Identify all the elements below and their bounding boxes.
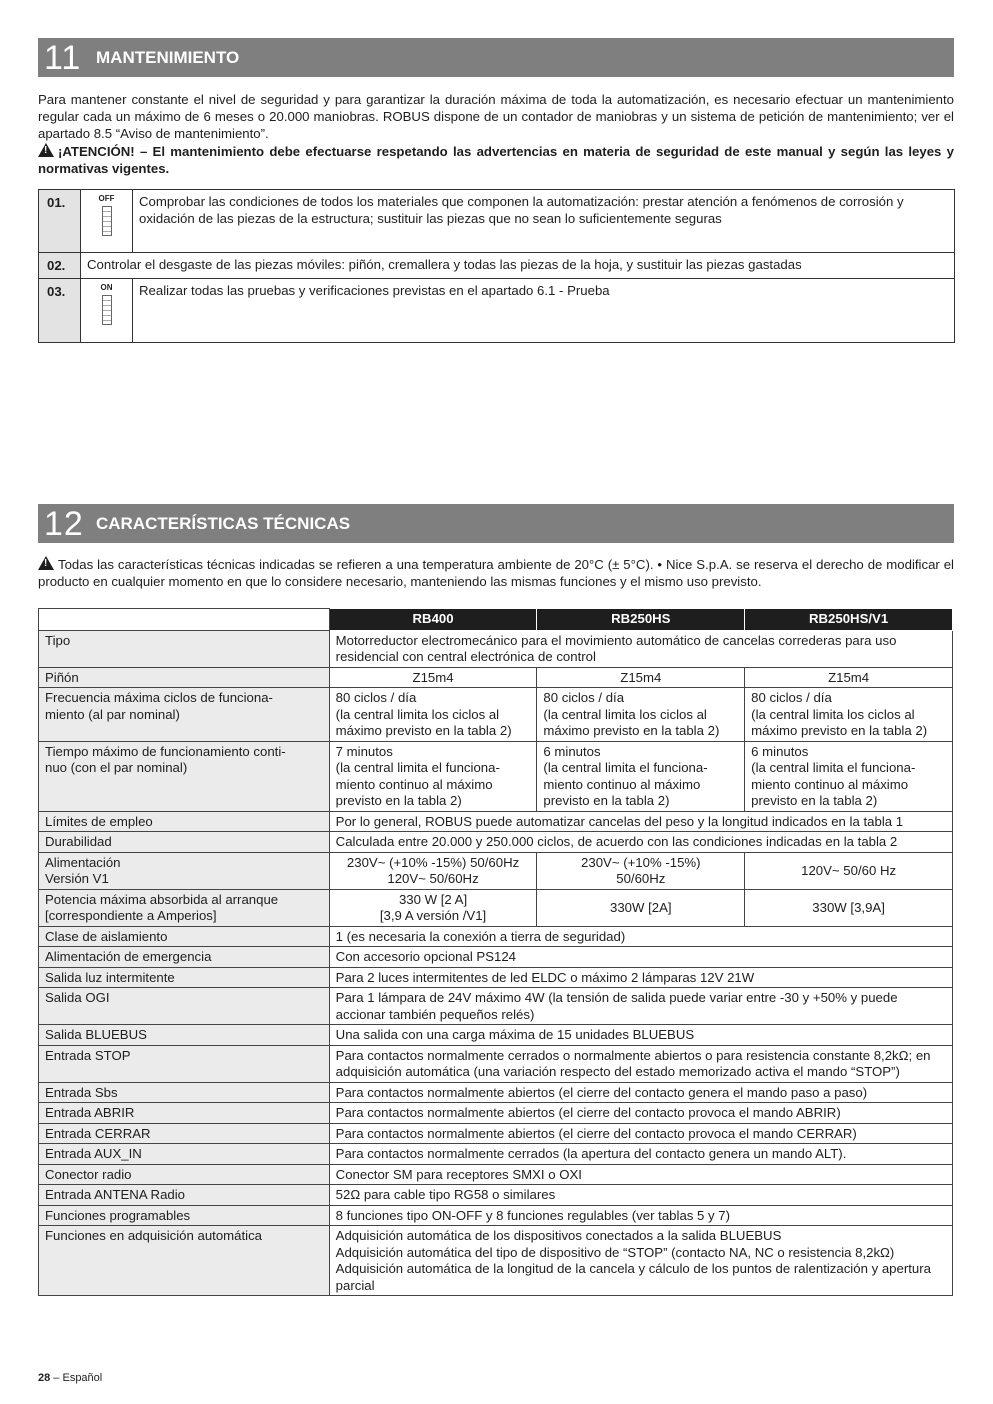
row-label: Tipo [39, 630, 330, 667]
row-value: Para contactos normalmente abiertos (el cierre del contacto genera el mando paso a paso) [329, 1082, 952, 1103]
maintenance-intro [38, 91, 954, 142]
row-label [39, 889, 330, 926]
row-label: Entrada ABRIR [39, 1103, 330, 1124]
step-number: 03. [39, 279, 81, 343]
table-row [39, 190, 955, 253]
table-row [39, 1185, 953, 1206]
row-label: Salida OGI [39, 988, 330, 1025]
value-line: (la central limita el funciona- [543, 760, 708, 775]
table-row [39, 1082, 953, 1103]
value-line: (la central limita el funciona- [335, 760, 500, 775]
table-row [39, 832, 953, 853]
table-row [39, 1123, 953, 1144]
table-row [39, 688, 953, 742]
row-label [39, 741, 330, 811]
breaker-on-icon [81, 279, 133, 343]
value-line: (la central limita el funciona- [751, 760, 916, 775]
row-label: Entrada STOP [39, 1045, 330, 1082]
value-line: previsto en la tabla 2) [335, 793, 462, 808]
section-12-header [38, 504, 954, 543]
header-rb400: RB400 [329, 609, 537, 631]
table-header-row [39, 609, 953, 631]
step-number: 02. [39, 253, 81, 279]
label-line: Versión V1 [45, 871, 109, 886]
label-line: Tiempo máximo de funcionamiento conti- [45, 743, 286, 759]
step-text: Comprobar las condiciones de todos los materiales que componen la automatización: prestar atención a fenómenos de corrosión y oxidación de las piezas de la estructura; sustituir las piezas que no sean lo suficientemente seguras [133, 190, 955, 253]
breaker-off-icon [81, 190, 133, 253]
page-footer [38, 1372, 102, 1384]
value-line: miento continuo al máximo [335, 776, 493, 792]
section-number: 11 [44, 38, 82, 77]
specs-table [38, 608, 953, 1296]
table-row [39, 741, 953, 811]
label-line: Alimentación [45, 854, 121, 870]
table-row [39, 1025, 953, 1046]
row-value [329, 688, 537, 742]
value-line: 330 W [2 A] [398, 891, 468, 907]
page-language: – Español [50, 1372, 103, 1384]
row-value [329, 741, 537, 811]
note-text: Todas las características técnicas indicadas se refieren a una temperatura ambiente de 20°C (± 5°C). • Nice S.p.A. se reserva el derecho de modificar el producto en cualquier momento en que lo considere necesario, manteniendo las mismas funciones y el mismo uso previsto. [38, 557, 954, 589]
table-row [39, 889, 953, 926]
table-row [39, 947, 953, 968]
row-value: Motorreductor electromecánico para el movimiento automático de cancelas correderas para uso residencial con central electrónica de control [329, 630, 952, 667]
row-label: Entrada CERRAR [39, 1123, 330, 1144]
row-value: 330W [3,9A] [745, 889, 953, 926]
icon-label: ON [100, 283, 113, 292]
table-row [39, 1164, 953, 1185]
icon-label: OFF [98, 194, 115, 203]
value-line: 120V~ 50/60Hz [387, 871, 479, 886]
maintenance-table [38, 189, 955, 343]
row-value: Para contactos normalmente cerrados (la apertura del contacto genera un mando ALT). [329, 1144, 952, 1165]
value-line: (la central limita los ciclos al [543, 706, 707, 722]
value-line: 230V~ (+10% -15%) [581, 854, 701, 870]
value-line: 80 ciclos / día [543, 690, 625, 705]
value-line: Adquisición automática de la longitud de la cancela y cálculo de los puntos de ralentización y apertura parcial [335, 1261, 931, 1293]
row-label: Funciones programables [39, 1205, 330, 1226]
row-label: Entrada ANTENA Radio [39, 1185, 330, 1206]
value-line: miento continuo al máximo [543, 776, 701, 792]
label-line: [correspondiente a Amperios] [45, 908, 217, 923]
row-label: Piñón [39, 667, 330, 688]
label-line: miento (al par nominal) [45, 706, 180, 722]
value-line: [3,9 A versión /V1] [379, 908, 487, 923]
warning-icon [38, 556, 54, 570]
row-label: Conector radio [39, 1164, 330, 1185]
row-label [39, 688, 330, 742]
intro-text: Para mantener constante el nivel de seguridad y para garantizar la duración máxima de toda la automatización, es necesario efectuar un mantenimiento regular cada un máximo de 6 meses o 20.000 maniobras. ROBUS dispone de un contador de maniobras y un sistema de petición de mantenimiento; ver el apartado 8.5 “Aviso de mantenimiento”. [38, 92, 954, 141]
row-value [537, 852, 745, 889]
header-rb250hs: RB250HS [537, 609, 745, 631]
warning-icon [38, 143, 54, 157]
value-line: (la central limita los ciclos al [335, 706, 500, 722]
row-label: Durabilidad [39, 832, 330, 853]
table-row [39, 667, 953, 688]
row-value: Para 2 luces intermitentes de led ELDC o máximo 2 lámparas 12V 21W [329, 967, 952, 988]
value-line: 230V~ (+10% -15%) 50/60Hz [346, 854, 520, 870]
row-value: Con accesorio opcional PS124 [329, 947, 952, 968]
table-row [39, 967, 953, 988]
value-line: previsto en la tabla 2) [543, 793, 670, 808]
row-value: Calculada entre 20.000 y 250.000 ciclos, de acuerdo con las condiciones indicadas en la tabla 2 [329, 832, 952, 853]
value-line: 80 ciclos / día [335, 690, 417, 705]
section-number: 12 [44, 504, 84, 543]
row-value: 52Ω para cable tipo RG58 o similares [329, 1185, 952, 1206]
row-value [329, 852, 537, 889]
row-label: Salida BLUEBUS [39, 1025, 330, 1046]
value-line: 6 minutos [751, 743, 809, 759]
switch-graphic [102, 295, 112, 325]
value-line: miento continuo al máximo [751, 776, 909, 792]
row-value [537, 741, 745, 811]
label-line: nuo (con el par nominal) [45, 760, 188, 775]
row-label: Salida luz intermitente [39, 967, 330, 988]
value-line: máximo previsto en la tabla 2) [543, 723, 720, 738]
section-title: CARACTERÍSTICAS TÉCNICAS [96, 513, 351, 533]
step-number: 01. [39, 190, 81, 253]
row-value: 8 funciones tipo ON-OFF y 8 funciones regulables (ver tablas 5 y 7) [329, 1205, 952, 1226]
value-line: 50/60Hz [616, 871, 666, 886]
row-label: Entrada AUX_IN [39, 1144, 330, 1165]
table-row [39, 1103, 953, 1124]
step-text: Realizar todas las pruebas y verificaciones previstas en el apartado 6.1 - Prueba [133, 279, 955, 343]
row-value: Z15m4 [745, 667, 953, 688]
row-value: Para contactos normalmente abiertos (el cierre del contacto provoca el mando CERRAR) [329, 1123, 952, 1144]
row-value: 120V~ 50/60 Hz [745, 852, 953, 889]
value-line: Adquisición automática de los dispositivos conectados a la salida BLUEBUS [335, 1228, 782, 1243]
switch-graphic [102, 206, 112, 236]
header-empty [39, 609, 330, 631]
table-row [39, 811, 953, 832]
section-title: MANTENIMIENTO [96, 47, 240, 67]
value-line: 80 ciclos / día [751, 690, 832, 705]
row-value: Para 1 lámpara de 24V máximo 4W (la tensión de salida puede variar entre -30 y +50% y puede accionar también pequeños relés) [329, 988, 952, 1025]
row-value [329, 889, 537, 926]
row-value: 330W [2A] [537, 889, 745, 926]
value-line: máximo previsto en la tabla 2) [751, 723, 928, 738]
header-rb250hs-v1: RB250HS/V1 [745, 609, 953, 631]
table-row [39, 1144, 953, 1165]
row-value: Z15m4 [537, 667, 745, 688]
row-value [745, 688, 953, 742]
table-row [39, 988, 953, 1025]
row-label: Clase de aislamiento [39, 926, 330, 947]
value-line: 6 minutos [543, 743, 601, 759]
table-row [39, 279, 955, 343]
row-value: Por lo general, ROBUS puede automatizar cancelas del peso y la longitud indicados en la tabla 1 [329, 811, 952, 832]
page-number: 28 [38, 1372, 51, 1384]
row-label: Entrada Sbs [39, 1082, 330, 1103]
warning-text: ¡ATENCIÓN! – El mantenimiento debe efectuarse respetando las advertencias en materia de seguridad de este manual y según las leyes y normativas vigentes. [38, 144, 954, 176]
row-label [39, 852, 330, 889]
row-value [745, 741, 953, 811]
label-line: Potencia máxima absorbida al arranque [45, 891, 279, 907]
value-line: previsto en la tabla 2) [751, 793, 878, 808]
step-text: Controlar el desgaste de las piezas móviles: piñón, cremallera y todas las piezas de la hoja, y sustituir las piezas gastadas [81, 253, 955, 279]
table-row [39, 852, 953, 889]
specs-note [38, 556, 954, 590]
value-line: 7 minutos [335, 743, 393, 759]
table-row [39, 630, 953, 667]
row-label: Alimentación de emergencia [39, 947, 330, 968]
value-line: Adquisición automática del tipo de dispositivo de “STOP” (contacto NA, NC o resistencia 8,2kΩ) [335, 1244, 895, 1260]
row-value: Conector SM para receptores SMXI o OXI [329, 1164, 952, 1185]
table-row [39, 1205, 953, 1226]
row-value: Una salida con una carga máxima de 15 unidades BLUEBUS [329, 1025, 952, 1046]
maintenance-warning [38, 143, 954, 177]
row-value: 1 (es necesaria la conexión a tierra de seguridad) [329, 926, 952, 947]
table-row [39, 253, 955, 279]
label-line: Frecuencia máxima ciclos de funciona- [45, 690, 273, 705]
row-value: Para contactos normalmente cerrados o normalmente abiertos o para resistencia constante 8,2kΩ; en adquisición automática (una variación respecto del estado memorizado activa el mando “STOP”) [329, 1045, 952, 1082]
table-row [39, 1226, 953, 1296]
table-row [39, 1045, 953, 1082]
row-value [537, 688, 745, 742]
row-label: Funciones en adquisición automática [39, 1226, 330, 1296]
table-row [39, 926, 953, 947]
row-label: Límites de empleo [39, 811, 330, 832]
value-line: máximo previsto en la tabla 2) [335, 723, 512, 738]
section-11-header [38, 38, 954, 77]
row-value: Para contactos normalmente abiertos (el cierre del contacto provoca el mando ABRIR) [329, 1103, 952, 1124]
value-line: (la central limita los ciclos al [751, 706, 915, 722]
row-value [329, 1226, 952, 1296]
row-value: Z15m4 [329, 667, 537, 688]
